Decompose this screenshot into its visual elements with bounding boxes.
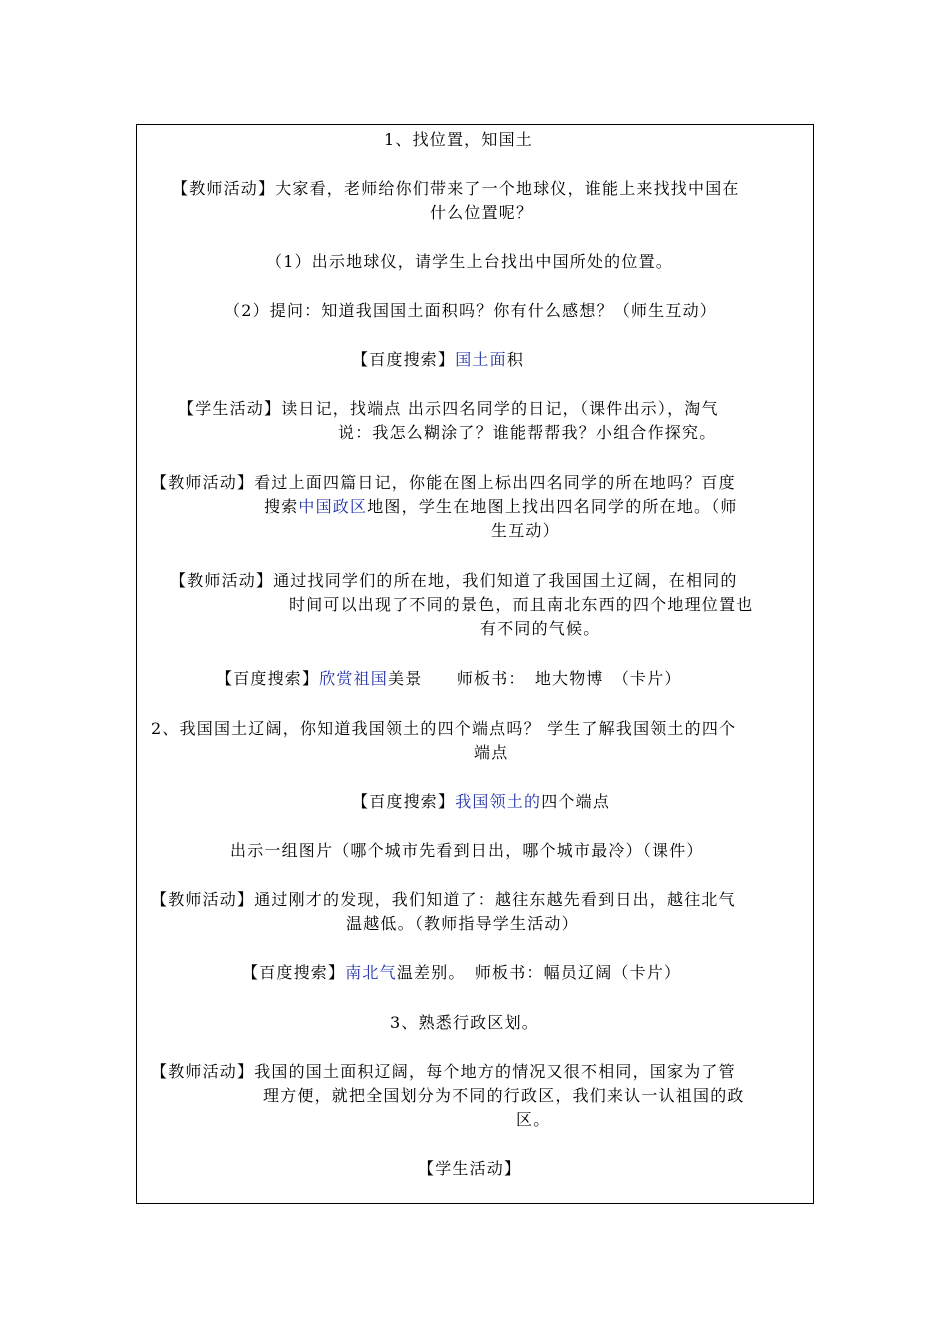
search-link[interactable]: 我国领土的 <box>455 792 542 811</box>
text-segment: 【百度搜索】 <box>216 669 320 688</box>
teacher-activity-2-cont <box>264 495 738 519</box>
teacher-activity-2-end <box>491 519 560 543</box>
text-segment: 区。 <box>516 1110 551 1129</box>
teacher-activity-5 <box>151 1060 736 1084</box>
text-segment: 四个端点 <box>541 792 611 811</box>
teacher-activity-4 <box>151 888 736 912</box>
text-segment: 有不同的气候。 <box>480 619 601 638</box>
teacher-activity-1-cont <box>430 201 533 225</box>
text-segment: 生互动） <box>491 521 560 540</box>
teacher-activity-2 <box>151 471 736 495</box>
text-segment: 【百度搜索】 <box>242 963 346 982</box>
student-activity-diary <box>178 397 719 421</box>
text-segment: 【学生活动】 <box>418 1159 522 1178</box>
text-segment: 什么位置呢？ <box>430 203 534 222</box>
text-segment: 地图，学生在地图上找出四名同学的所在地。（师 <box>367 497 738 516</box>
search-link[interactable]: 国土面 <box>455 350 507 369</box>
text-segment: 【百度搜索】 <box>352 792 456 811</box>
search-link[interactable]: 南北气 <box>345 963 397 982</box>
text-segment: （2）提问：知道我国国土面积吗？你有什么感想？（师生互动） <box>224 301 717 320</box>
section-1-heading <box>384 128 533 152</box>
section-2-heading-cont <box>474 741 508 765</box>
text-segment: 美景 师板书： 地大物博 （卡片） <box>388 669 682 688</box>
teacher-activity-5-cont <box>263 1084 745 1108</box>
section-2-heading <box>151 717 736 741</box>
text-segment: （1）出示地球仪，请学生上台找出中国所处的位置。 <box>266 252 673 271</box>
teacher-activity-4-cont <box>346 912 579 936</box>
text-segment: 【学生活动】读日记，找端点 出示四名同学的日记，（课件出示），淘气 <box>178 399 719 418</box>
teacher-activity-3-cont <box>289 593 753 617</box>
text-segment: 积 <box>506 350 525 369</box>
text-segment: 【教师活动】看过上面四篇日记，你能在图上标出四名同学的所在地吗？百度 <box>151 473 736 492</box>
text-segment: 3、熟悉行政区划。 <box>390 1013 539 1032</box>
student-activity-diary-cont <box>338 421 716 445</box>
section-3-heading <box>390 1011 539 1035</box>
text-segment: 【教师活动】通过刚才的发现，我们知道了：越往东越先看到日出，越往北气 <box>151 890 736 909</box>
text-segment: 理方便，就把全国划分为不同的行政区，我们来认一认祖国的政 <box>263 1086 745 1105</box>
step-2-question <box>224 299 717 323</box>
search-link[interactable]: 中国政区 <box>298 497 368 516</box>
baidu-search-extremes <box>352 790 610 814</box>
show-images-line <box>230 839 704 863</box>
text-segment: 【教师活动】我国的国土面积辽阔，每个地方的情况又很不相同，国家为了管 <box>151 1062 736 1081</box>
baidu-search-scenery <box>216 667 682 691</box>
text-segment: 温差别。 师板书：幅员辽阔（卡片） <box>396 963 682 982</box>
text-segment: 【百度搜索】 <box>352 350 456 369</box>
text-segment: 【教师活动】大家看，老师给你们带来了一个地球仪，谁能上来找找中国在 <box>172 179 740 198</box>
baidu-search-area <box>352 348 524 372</box>
text-segment: 出示一组图片（哪个城市先看到日出，哪个城市最冷）（课件） <box>230 841 704 860</box>
text-segment: 时间可以出现了不同的景色，而且南北东西的四个地理位置也 <box>289 595 754 614</box>
teacher-activity-1 <box>172 177 740 201</box>
document-frame <box>136 124 814 1204</box>
search-link[interactable]: 欣赏祖国 <box>319 669 389 688</box>
text-segment: 搜索 <box>264 497 299 516</box>
student-activity-final <box>418 1157 521 1181</box>
text-segment: 说：我怎么糊涂了？谁能帮帮我？小组合作探究。 <box>338 423 717 442</box>
text-segment: 1、找位置，知国土 <box>384 130 533 149</box>
text-segment: 端点 <box>474 743 509 762</box>
text-segment: 温越低。（教师指导学生活动） <box>346 914 579 933</box>
teacher-activity-5-end <box>516 1108 550 1132</box>
teacher-activity-3-end <box>480 617 600 641</box>
text-segment: 【教师活动】通过找同学们的所在地，我们知道了我国国土辽阔，在相同的 <box>170 571 738 590</box>
teacher-activity-3 <box>170 569 738 593</box>
baidu-search-temperature <box>242 961 681 985</box>
step-1-globe <box>266 250 673 274</box>
text-segment: 2、我国国土辽阔，你知道我国领土的四个端点吗？ 学生了解我国领土的四个 <box>151 719 737 738</box>
